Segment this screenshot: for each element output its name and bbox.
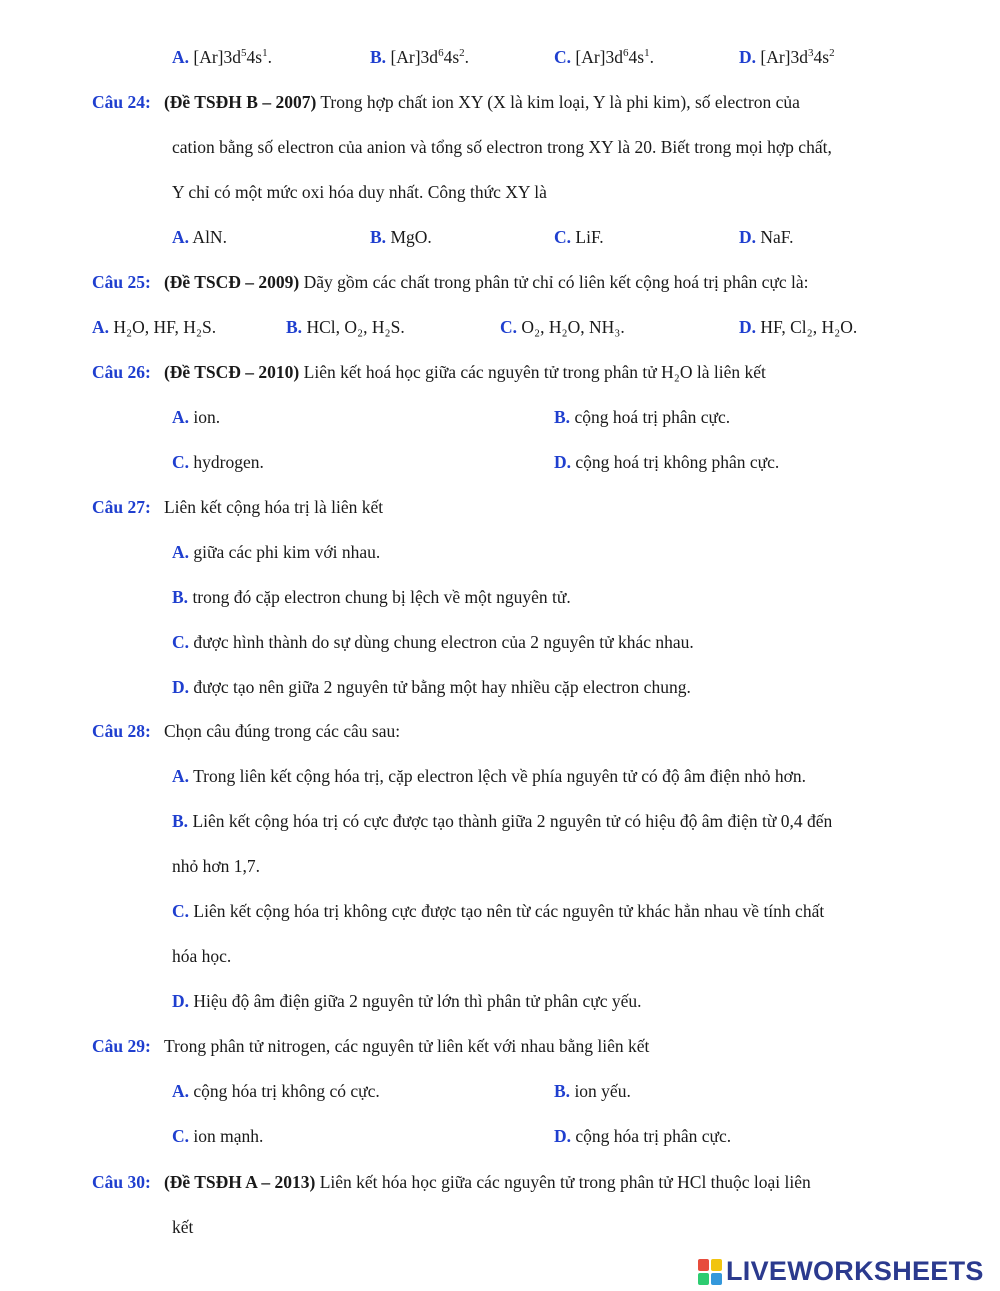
q23-option-a: A. $[Ar]3d^54s^1$. (172, 47, 272, 67)
q25-option-c: C. O₂, H₂O, NH₃. (500, 317, 625, 337)
q28-option-c: C. Liên kết cộng hóa trị không cực được tạo nên từ các nguyên tử khác hẳn nhau về tính chất (172, 901, 825, 921)
q23-option-c: C. $[Ar]3d^64s^1$. (554, 47, 654, 67)
q28-option-b: B. Liên kết cộng hóa trị có cực được tạo thành giữa 2 nguyên tử có hiệu độ âm điện từ 0,4 đến (172, 811, 833, 831)
question-number: Câu 29: (92, 1036, 151, 1056)
question-number: Câu 24: (92, 92, 151, 112)
exam-source: (Đề TSCĐ – 2009) (163, 272, 300, 292)
question-number: Câu 25: (92, 272, 151, 292)
q28-stem: Câu 28: Chọn câu đúng trong các câu sau: (92, 721, 401, 741)
q28-option-a: A. Trong liên kết cộng hóa trị, cặp electron lệch về phía nguyên tử có độ âm điện nhỏ hơn. (172, 766, 807, 786)
q29-option-d: D. cộng hóa trị phân cực. (554, 1126, 732, 1146)
exam-source: (Đề TSĐH B – 2007) (163, 92, 317, 112)
q23-option-b: B. $[Ar]3d^64s^2$. (370, 47, 469, 67)
q25-option-b: B. HCl, O₂, H₂S. (286, 317, 405, 337)
q27-stem: Câu 27: Liên kết cộng hóa trị là liên kết (92, 497, 384, 517)
q24-option-a: A. AlN. (172, 227, 227, 247)
q29-option-b: B. ion yếu. (554, 1081, 631, 1101)
exam-source: (Đề TSCĐ – 2010) (163, 362, 300, 382)
q25-option-a: A. H₂O, HF, H₂S. (92, 317, 217, 337)
brand-name: LIVEWORKSHEETS (726, 1256, 984, 1286)
q25-option-d: D. HF, Cl₂, H₂O. (739, 317, 858, 337)
q24-stem-line2: cation bằng số electron của anion và tổng số electron trong XY là 20. Biết trong mọi hợp chất, (172, 137, 832, 157)
q29-option-c: C. ion mạnh. (172, 1126, 264, 1146)
q23-option-d: D. $[Ar]3d^34s^2$ (739, 47, 835, 67)
q24-stem-line3: Y chỉ có một mức oxi hóa duy nhất. Công thức XY là (172, 182, 547, 202)
q24-stem: Câu 24: (Đề TSĐH B – 2007) Trong hợp chất ion XY (X là kim loại, Y là phi kim), số electron của (92, 92, 800, 112)
q29-stem: Câu 29: Trong phân tử nitrogen, các nguyên tử liên kết với nhau bằng liên kết (92, 1036, 650, 1056)
q26-option-c: C. hydrogen. (172, 452, 264, 472)
q27-option-a: A. giữa các phi kim với nhau. (172, 542, 381, 562)
exam-source: (Đề TSĐH A – 2013) (163, 1172, 316, 1192)
q30-stem-line2: kết (172, 1217, 194, 1237)
question-number: Câu 28: (92, 721, 151, 741)
q26-option-b: B. cộng hoá trị phân cực. (554, 407, 731, 427)
question-number: Câu 30: (92, 1172, 151, 1192)
q30-stem: Câu 30: (Đề TSĐH A – 2013) Liên kết hóa học giữa các nguyên tử trong phân tử HCl thuộc loại liên (92, 1172, 811, 1192)
q26-option-a: A. ion. (172, 407, 221, 427)
q24-option-d: D. NaF. (739, 227, 794, 247)
q24-option-c: C. LiF. (554, 227, 604, 247)
q25-stem: Câu 25: (Đề TSCĐ – 2009) Dãy gồm các chất trong phân tử chỉ có liên kết cộng hoá trị phân cực là: (92, 272, 809, 292)
question-number: Câu 26: (92, 362, 151, 382)
question-number: Câu 27: (92, 497, 151, 517)
q26-option-d: D. cộng hoá trị không phân cực. (554, 452, 780, 472)
q28-option-d: D. Hiệu độ âm điện giữa 2 nguyên tử lớn thì phân tử phân cực yếu. (172, 991, 642, 1011)
q28-option-b-cont: nhỏ hơn 1,7. (172, 856, 261, 876)
q28-option-c-cont: hóa học. (172, 946, 232, 966)
liveworksheets-icon (698, 1259, 722, 1285)
q27-option-d: D. được tạo nên giữa 2 nguyên tử bằng một hay nhiều cặp electron chung. (172, 677, 691, 697)
q27-option-b: B. trong đó cặp electron chung bị lệch về một nguyên tử. (172, 587, 571, 607)
q26-stem: Câu 26: (Đề TSCĐ – 2010) Liên kết hoá học giữa các nguyên tử trong phân tử H₂O là liên kết (92, 362, 766, 382)
q27-option-c: C. được hình thành do sự dùng chung electron của 2 nguyên tử khác nhau. (172, 632, 694, 652)
q24-option-b: B. MgO. (370, 227, 432, 247)
liveworksheets-logo (698, 1256, 984, 1287)
q29-option-a: A. cộng hóa trị không có cực. (172, 1081, 380, 1101)
